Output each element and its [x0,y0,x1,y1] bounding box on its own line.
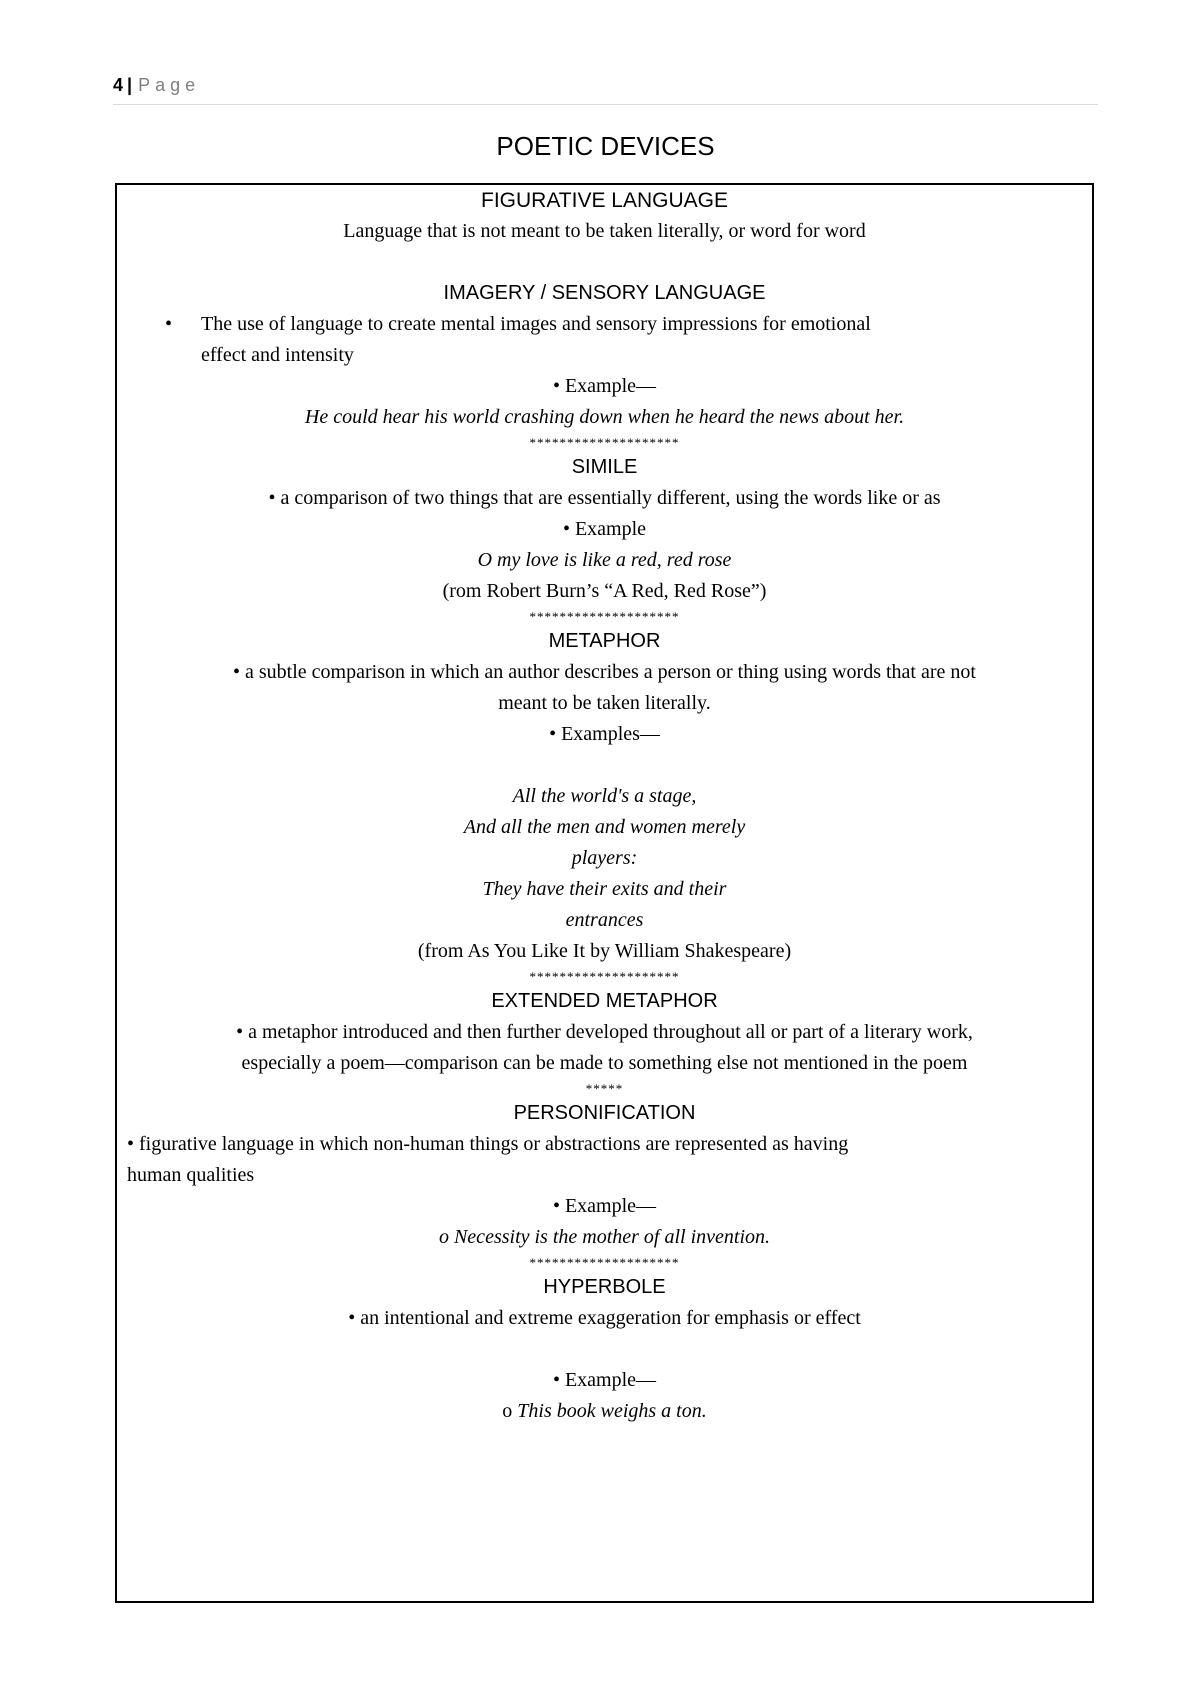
page-header [113,72,1098,105]
spacer [127,750,1082,781]
hyperbole-example-prefix: o [502,1400,513,1422]
metaphor-example-line: They have their exits and their [482,878,727,900]
hyperbole-example-label: • Example— [552,1369,657,1391]
page-number: 4 [113,75,124,95]
hyperbole-definition: • an intentional and extreme exaggeration for emphasis or effect [348,1307,861,1329]
imagery-definition [127,309,1082,371]
simile-definition: • a comparison of two things that are essentially different, using the words like or as [268,487,941,509]
metaphor-example-line: And all the men and women merely [463,816,746,838]
imagery-definition-line: The use of language to create mental images and sensory impressions for emotional [201,313,871,335]
page-word: Page [138,75,201,95]
extended-metaphor-heading: EXTENDED METAPHOR [491,990,718,1012]
imagery-example-label: • Example— [552,375,657,397]
personification-definition-line: human qualities [127,1164,255,1186]
metaphor-example-line: entrances [565,909,644,931]
figurative-heading: FIGURATIVE LANGUAGE [481,189,728,212]
page-title: POETIC DEVICES [496,131,715,161]
personification-heading: PERSONIFICATION [513,1102,696,1124]
section-separator: ******************** [529,435,680,450]
personification-example-label: • Example— [552,1195,657,1217]
imagery-definition-text [201,309,1082,371]
section-separator: ******************** [529,609,680,624]
imagery-example: He could hear his world crashing down when he heard the news about her. [304,406,905,428]
simile-source: (rom Robert Burn’s “A Red, Red Rose”) [442,580,767,602]
imagery-heading: IMAGERY / SENSORY LANGUAGE [443,282,766,304]
section-separator: ***** [585,1081,624,1096]
section-separator: ******************** [529,1255,680,1270]
content-box [115,183,1094,1603]
metaphor-source: (from As You Like It by William Shakespeare) [417,940,792,962]
personification-definition-line: • figurative language in which non-human things or abstractions are represented as having [127,1133,849,1155]
metaphor-definition-line: meant to be taken literally. [498,692,711,714]
extended-metaphor-definition-line: • a metaphor introduced and then further developed throughout all or part of a literary work, [236,1021,973,1043]
metaphor-example-line: players: [571,847,638,869]
simile-heading: SIMILE [571,456,638,478]
personification-example: o Necessity is the mother of all invention. [438,1226,771,1248]
content-body [127,185,1082,1427]
metaphor-example-label: • Examples— [549,723,660,745]
simile-example: O my love is like a red, red rose [477,549,732,571]
spacer [127,247,1082,278]
metaphor-heading: METAPHOR [548,630,661,652]
simile-example-label: • Example [562,518,647,540]
spacer [127,1334,1082,1365]
figurative-definition: Language that is not meant to be taken literally, or word for word [343,220,866,242]
section-separator: ******************** [529,969,680,984]
metaphor-example-line: All the world's a stage, [512,785,697,807]
metaphor-definition-line: • a subtle comparison in which an author describes a person or thing using words that are not [233,661,976,683]
hyperbole-heading: HYPERBOLE [543,1276,666,1298]
imagery-definition-line: effect and intensity [201,344,354,366]
extended-metaphor-definition-line: especially a poem—comparison can be made to something else not mentioned in the poem [241,1052,968,1074]
bullet-icon: • [165,313,173,335]
hyperbole-example: This book weighs a ton. [517,1400,707,1422]
header-separator: | [127,75,133,95]
hyperbole-example-line [127,1396,1082,1427]
